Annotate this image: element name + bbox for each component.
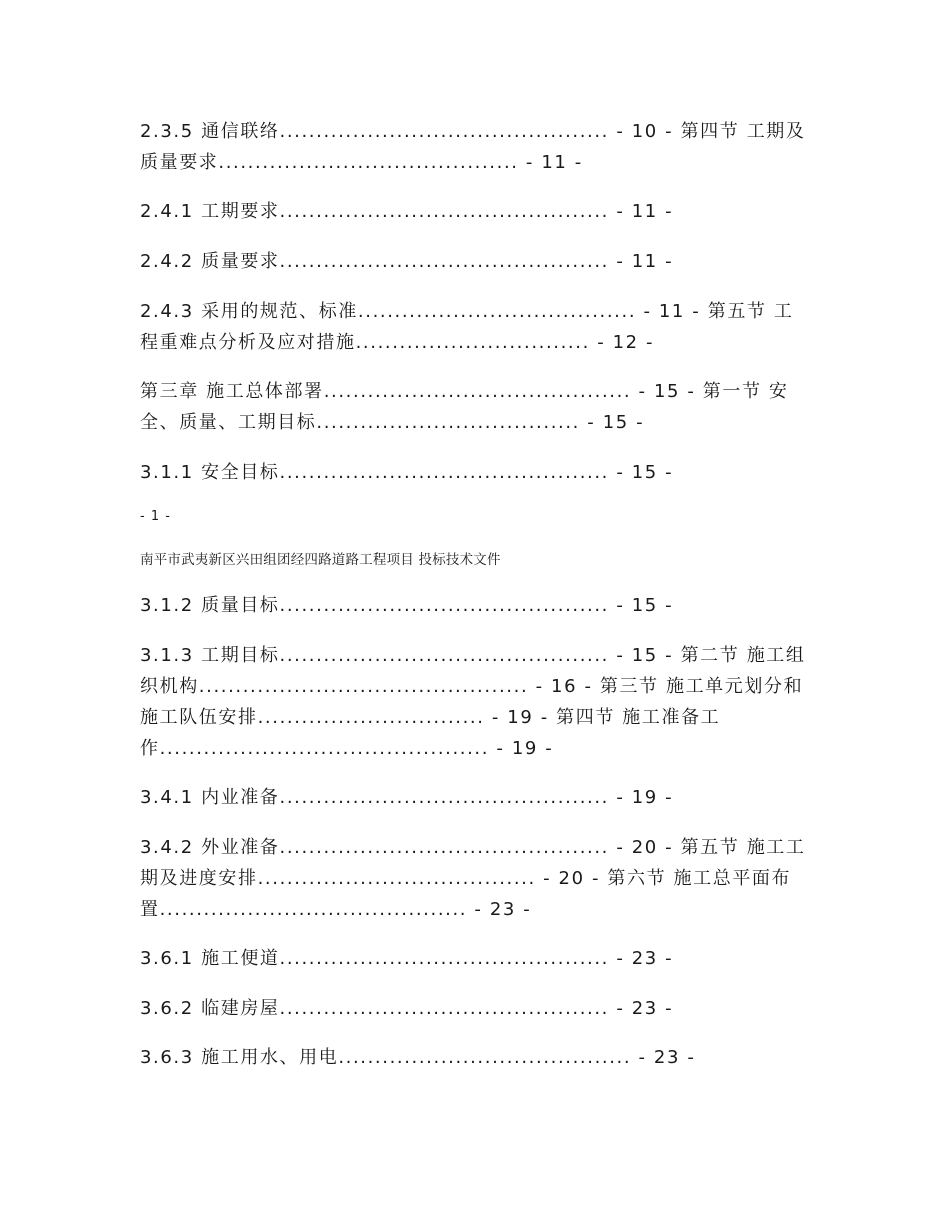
toc-entry-2-4-1[interactable]: 2.4.1 工期要求............................................. - 11 - xyxy=(140,201,674,222)
running-header: 南平市武夷新区兴田组团经四路道路工程项目 投标技术文件 xyxy=(140,552,501,568)
toc-entry-2-4-3[interactable]: 2.4.3 采用的规范、标准...................................... - 11 - 第五节 工程重难点分析及应对措施................................ - 12 - xyxy=(140,301,794,353)
toc-entry-chapter-3[interactable]: 第三章 施工总体部署.......................................... - 15 - 第一节 安全、质量、工期目标.................................... - 15 - xyxy=(140,381,789,433)
toc-entry-3-6-1[interactable]: 3.6.1 施工便道............................................. - 23 - xyxy=(140,948,674,969)
toc-entry-3-1-3[interactable]: 3.1.3 工期目标............................................. - 15 - 第二节 施工组织机构............................................. - 16 - 第三节 施工单元划分和施工队伍安排............................... - 19 - 第四节 施工准备工作............................................. - 19 - xyxy=(140,645,806,759)
toc-entry-2-4-2[interactable]: 2.4.2 质量要求............................................. - 11 - xyxy=(140,251,674,272)
toc-entry-3-6-2[interactable]: 3.6.2 临建房屋............................................. - 23 - xyxy=(140,998,674,1019)
toc-entry-3-1-1[interactable]: 3.1.1 安全目标............................................. - 15 - xyxy=(140,462,674,483)
page-number: - 1 - xyxy=(140,509,171,524)
toc-entry-3-1-2[interactable]: 3.1.2 质量目标............................................. - 15 - xyxy=(140,595,674,616)
toc-entry-2-3-5[interactable]: 2.3.5 通信联络............................................. - 10 - 第四节 工期及质量要求......................................... - 11 - xyxy=(140,121,806,173)
toc-entry-3-4-1[interactable]: 3.4.1 内业准备............................................. - 19 - xyxy=(140,787,674,808)
toc-entry-3-6-3[interactable]: 3.6.3 施工用水、用电........................................ - 23 - xyxy=(140,1047,696,1068)
toc-entry-3-4-2[interactable]: 3.4.2 外业准备............................................. - 20 - 第五节 施工工期及进度安排...................................... - 20 - 第六节 施工总平面布置.......................................... - 23 - xyxy=(140,837,806,920)
